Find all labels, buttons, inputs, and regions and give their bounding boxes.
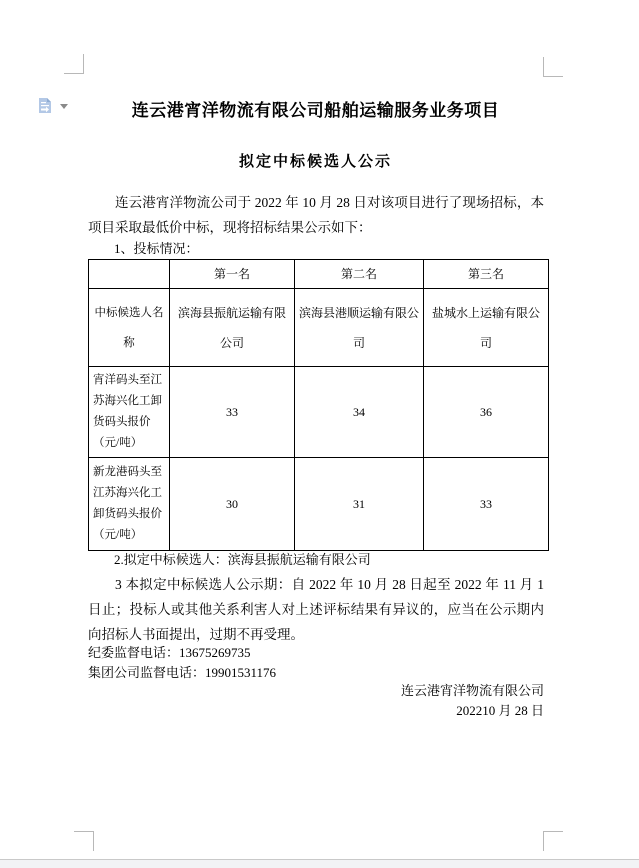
price-cell: 33 bbox=[424, 458, 549, 551]
row-label-price-xinlonggang: 新龙港码头至江苏海兴化工卸货码头报价（元/吨） bbox=[89, 458, 170, 551]
document-icon bbox=[36, 97, 53, 114]
bid-results-table bbox=[88, 259, 549, 551]
intro-paragraph: 连云港宵洋物流公司于 2022 年 10 月 28 日对该项目进行了现场招标，本项目采取最低价中标，现将招标结果公示如下： bbox=[88, 195, 544, 235]
candidate-name-cell: 滨海县振航运输有限公司 bbox=[170, 289, 295, 367]
supervision-phone-discipline: 纪委监督电话：13675269735 bbox=[88, 645, 251, 660]
paste-options-button[interactable] bbox=[36, 97, 68, 114]
candidate-name-cell: 滨海县港顺运输有限公司 bbox=[295, 289, 424, 367]
chevron-down-icon bbox=[60, 104, 68, 109]
window-bottom-edge bbox=[0, 859, 639, 868]
signature-company: 连云港宵洋物流有限公司 bbox=[400, 683, 544, 698]
header-cell-second-place: 第二名 bbox=[295, 260, 424, 289]
row-label-price-xiaoyang: 宵洋码头至江苏海兴化工卸货码头报价（元/吨） bbox=[89, 367, 170, 458]
table-row-candidate-names bbox=[89, 289, 549, 367]
price-cell: 36 bbox=[424, 367, 549, 458]
signature-block bbox=[88, 681, 544, 721]
table-row-price-xinlonggang bbox=[89, 458, 549, 551]
candidate-name-cell: 盐城水上运输有限公司 bbox=[424, 289, 549, 367]
header-cell-third-place: 第三名 bbox=[424, 260, 549, 289]
table-header-row bbox=[89, 260, 549, 289]
crop-mark-top-left bbox=[64, 54, 84, 74]
decision-line: 2.拟定中标候选人：滨海县振航运输有限公司 bbox=[114, 552, 371, 567]
price-cell: 30 bbox=[170, 458, 295, 551]
crop-mark-bottom-right bbox=[543, 831, 563, 851]
price-cell: 33 bbox=[170, 367, 295, 458]
row-label-candidate-names: 中标候选人名称 bbox=[89, 289, 170, 367]
document-title: 连云港宵洋物流有限公司船舶运输服务业务项目 bbox=[131, 101, 500, 120]
notice-paragraph: 3 本拟定中标候选人公示期：自 2022 年 10 月 28 日起至 2022 年 11 月 1 日止；投标人或其他关系利害人对上述评标结果有异议的，应当在公示期内向招标人书面提出，过期不再受理。 bbox=[88, 577, 544, 642]
price-cell: 31 bbox=[295, 458, 424, 551]
crop-mark-bottom-left bbox=[74, 831, 94, 851]
header-cell-blank bbox=[89, 260, 170, 289]
price-cell: 34 bbox=[295, 367, 424, 458]
crop-mark-top-right bbox=[543, 57, 563, 77]
section-1-label: 1、投标情况： bbox=[114, 241, 199, 256]
supervision-phone-group: 集团公司监督电话：19901531176 bbox=[88, 665, 277, 680]
header-cell-first-place: 第一名 bbox=[170, 260, 295, 289]
signature-date: 202210 月 28 日 bbox=[456, 703, 544, 718]
document-subtitle: 拟定中标候选人公示 bbox=[238, 154, 392, 170]
table-row-price-xiaoyang bbox=[89, 367, 549, 458]
